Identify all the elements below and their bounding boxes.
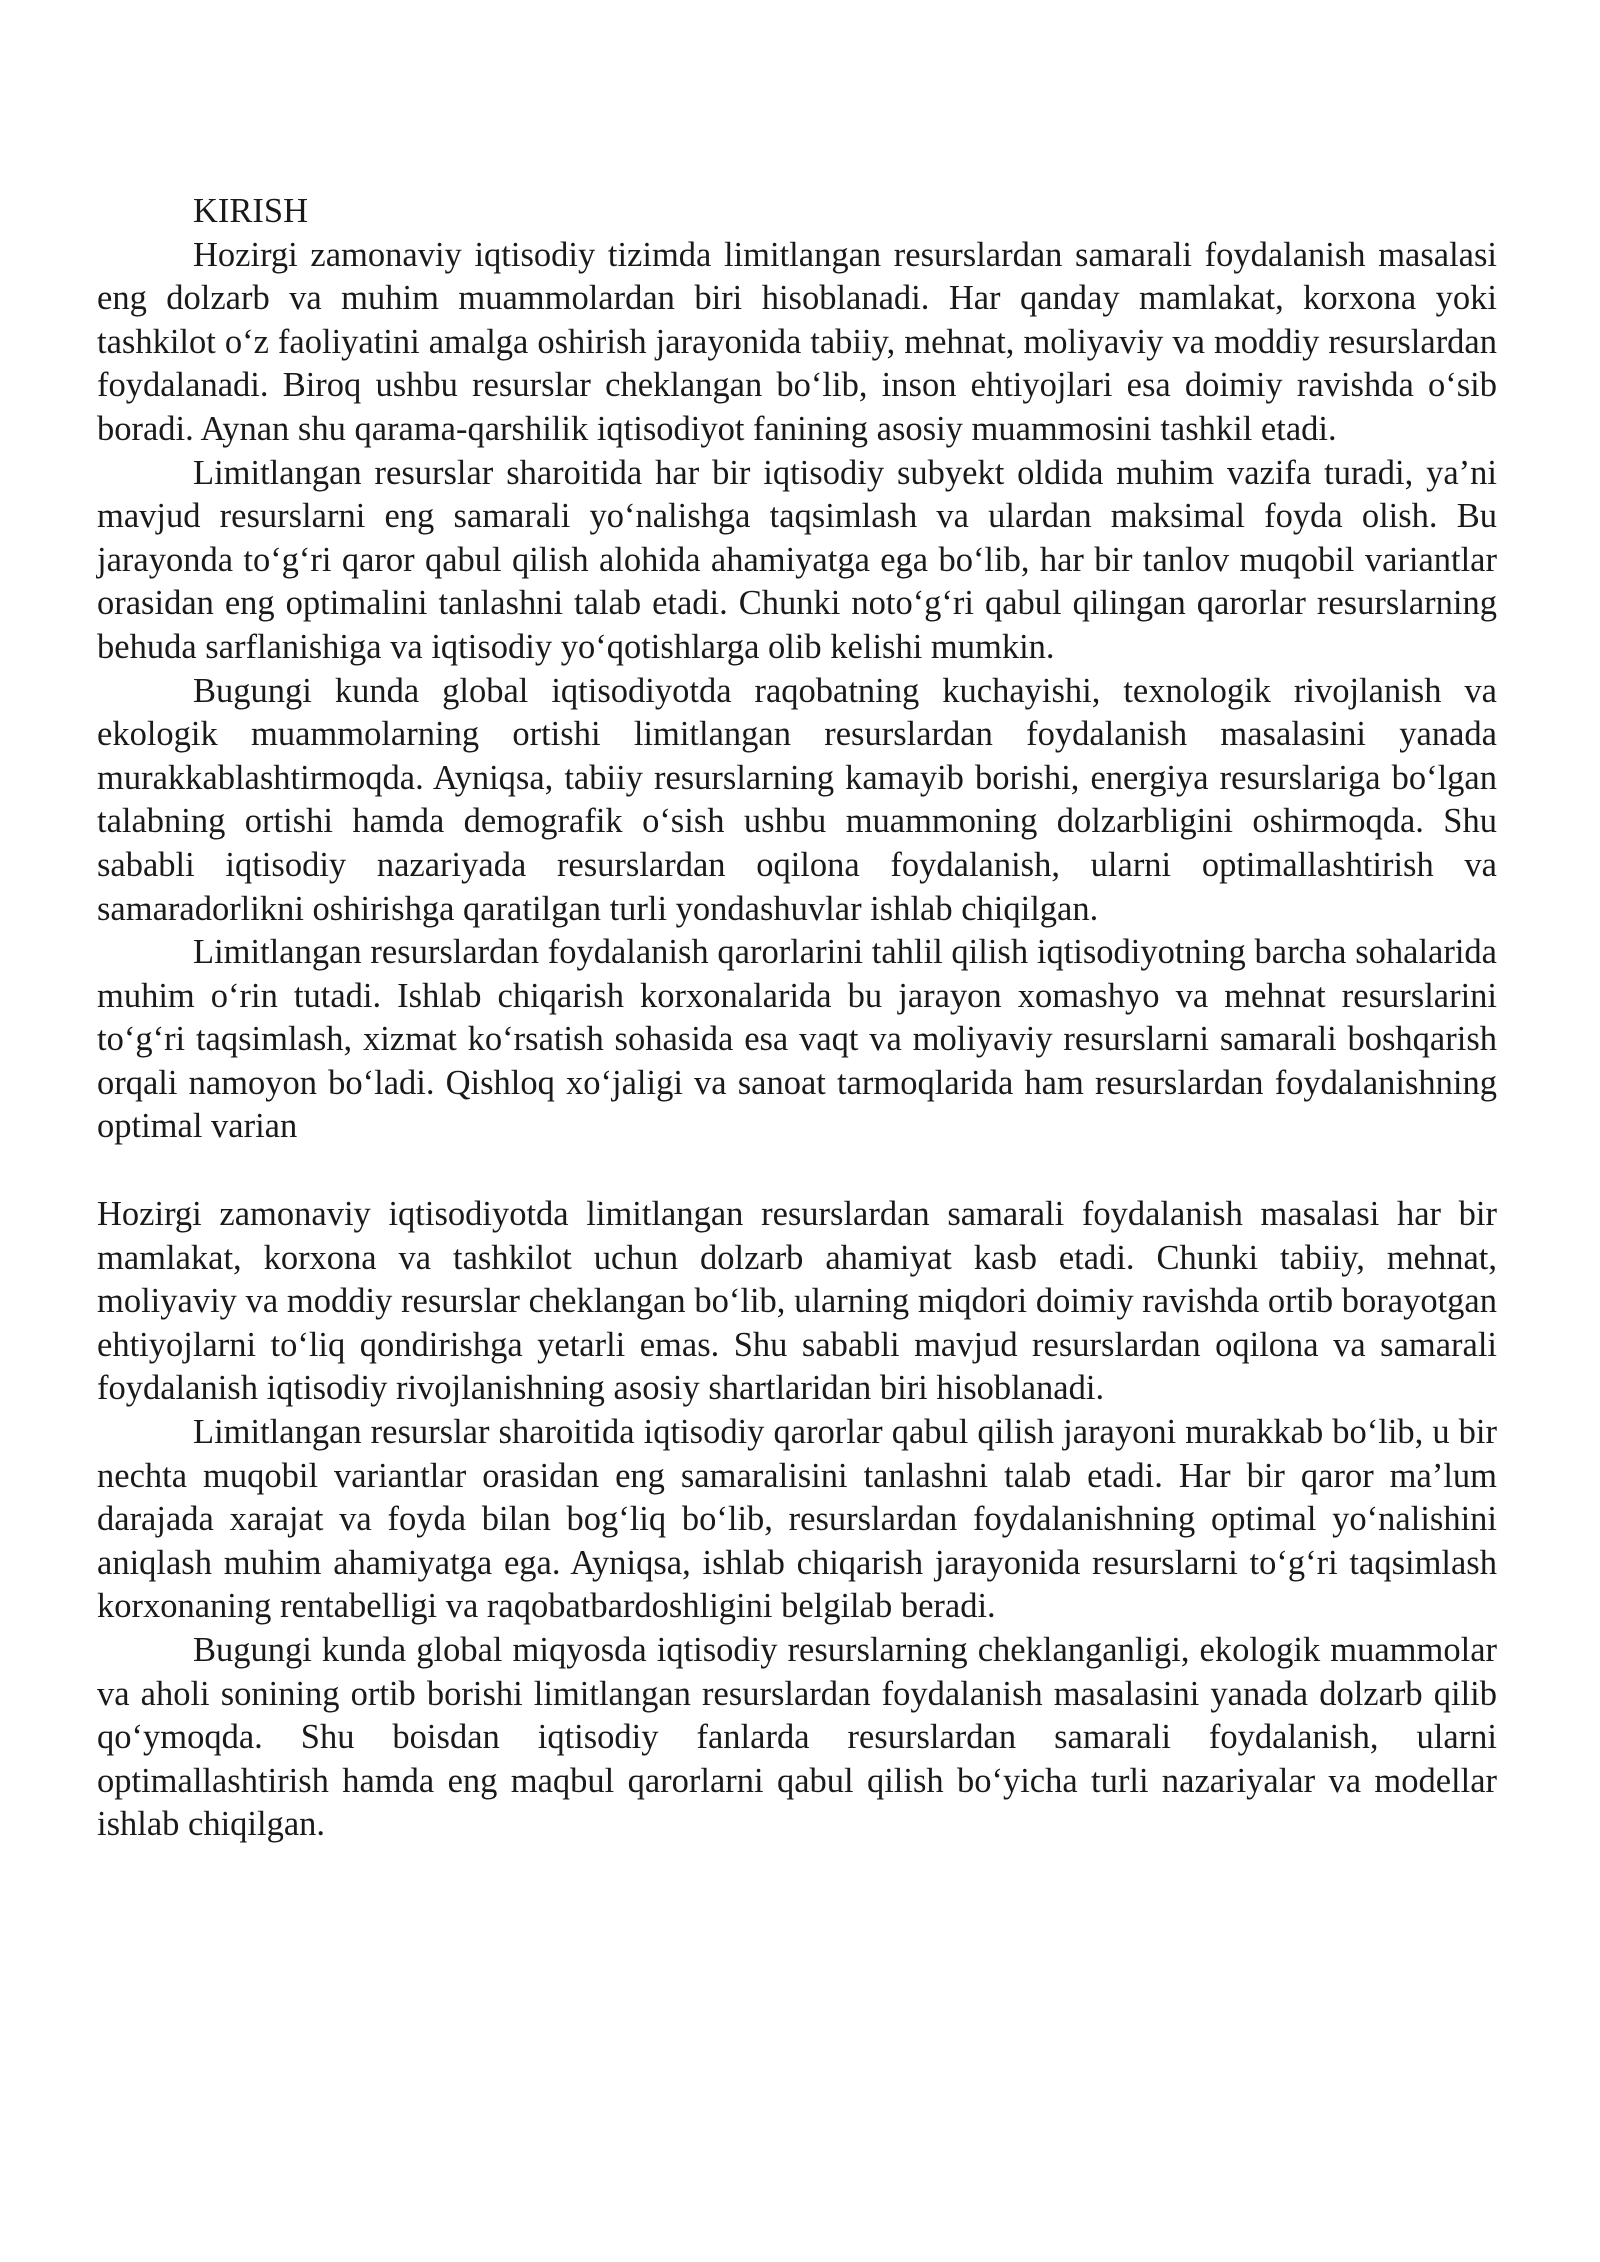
paragraph-5: Hozirgi zamonaviy iqtisodiyotda limitlangan resurslardan samarali foydalanish masalasi har bir mamlakat, korxona va tashkilot uchun dolzarb ahamiyat kasb etadi. Chunki tabiiy, mehnat, moliyaviy va moddiy resurslar cheklangan bo‘lib, ularning miqdori doimiy ravishda ortib borayotgan ehtiyojlarni to‘liq qondirishga yetarli emas. Shu sababli mavjud resurslardan oqilona va samarali foydalanish iqtisodiy rivojlanishning asosiy shartlaridan biri hisoblanadi. [97, 1195, 1497, 1408]
paragraph-7: Bugungi kunda global miqyosda iqtisodiy resurslarning cheklanganligi, ekologik muammolar va aholi sonining ortib borishi limitlangan resurslardan foydalanish masalasini yanada dolzarb qilib qo‘ymoqda. Shu boisdan iqtisodiy fanlarda resurslardan samarali foydalanish, ularni optimallashtirish hamda eng maqbul qarorlarni qabul qilish bo‘yicha turli nazariyalar va modellar ishlab chiqilgan. [97, 1631, 1497, 1844]
paragraph-2: Limitlangan resurslar sharoitida har bir iqtisodiy subyekt oldida muhim vazifa turadi, ya’ni mavjud resurslarni eng samarali yo‘nalishga taqsimlash va ulardan maksimal foyda olish. Bu jarayonda to‘g‘ri qaror qabul qilish alohida ahamiyatga ega bo‘lib, har bir tanlov muqobil variantlar orasidan eng optimalini tanlashni talab etadi. Chunki noto‘g‘ri qabul qilingan qarorlar resurslarning behuda sarflanishiga va iqtisodiy yo‘qotishlarga olib kelishi mumkin. [97, 453, 1497, 666]
paragraph-1: Hozirgi zamonaviy iqtisodiy tizimda limitlangan resurslardan samarali foydalanish masalasi eng dolzarb va muhim muammolardan biri hisoblanadi. Har qanday mamlakat, korxona yoki tashkilot o‘z faoliyatini amalga oshirish jarayonida tabiiy, mehnat, moliyaviy va moddiy resurslardan foydalanadi. Biroq ushbu resurslar cheklangan bo‘lib, inson ehtiyojlari esa doimiy ravishda o‘sib boradi. Aynan shu qarama-qarshilik iqtisodiyot fanining asosiy muammosini tashkil etadi. [97, 235, 1497, 448]
section-heading: KIRISH [193, 192, 309, 230]
paragraph-4: Limitlangan resurslardan foydalanish qarorlarini tahlil qilish iqtisodiyotning barcha sohalarida muhim o‘rin tutadi. Ishlab chiqarish korxonalarida bu jarayon xomashyo va mehnat resurslarini to‘g‘ri taqsimlash, xizmat ko‘rsatish sohasida esa vaqt va moliyaviy resurslarni samarali boshqarish orqali namoyon bo‘ladi. Qishloq xo‘jaligi va sanoat tarmoqlarida ham resurslardan foydalanishning optimal varian [97, 933, 1497, 1146]
document-page [97, 190, 1497, 1847]
paragraph-6: Limitlangan resurslar sharoitida iqtisodiy qarorlar qabul qilish jarayoni murakkab bo‘lib, u bir nechta muqobil variantlar orasidan eng samaralisini tanlashni talab etadi. Har bir qaror ma’lum darajada xarajat va foyda bilan bog‘liq bo‘lib, resurslardan foydalanishning optimal yo‘nalishini aniqlash muhim ahamiyatga ega. Ayniqsa, ishlab chiqarish jarayonida resurslarni to‘g‘ri taqsimlash korxonaning rentabelligi va raqobatbardoshligini belgilab beradi. [97, 1413, 1497, 1626]
section-gap [97, 1149, 1497, 1193]
paragraph-3: Bugungi kunda global iqtisodiyotda raqobatning kuchayishi, texnologik rivojlanish va ekologik muammolarning ortishi limitlangan resurslardan foydalanish masalasini yanada murakkablashtirmoqda. Ayniqsa, tabiiy resurslarning kamayib borishi, energiya resurslariga bo‘lgan talabning ortishi hamda demografik o‘sish ushbu muammoning dolzarbligini oshirmoqda. Shu sababli iqtisodiy nazariyada resurslardan oqilona foydalanish, ularni optimallashtirish va samaradorlikni oshirishga qaratilgan turli yondashuvlar ishlab chiqilgan. [97, 671, 1497, 928]
